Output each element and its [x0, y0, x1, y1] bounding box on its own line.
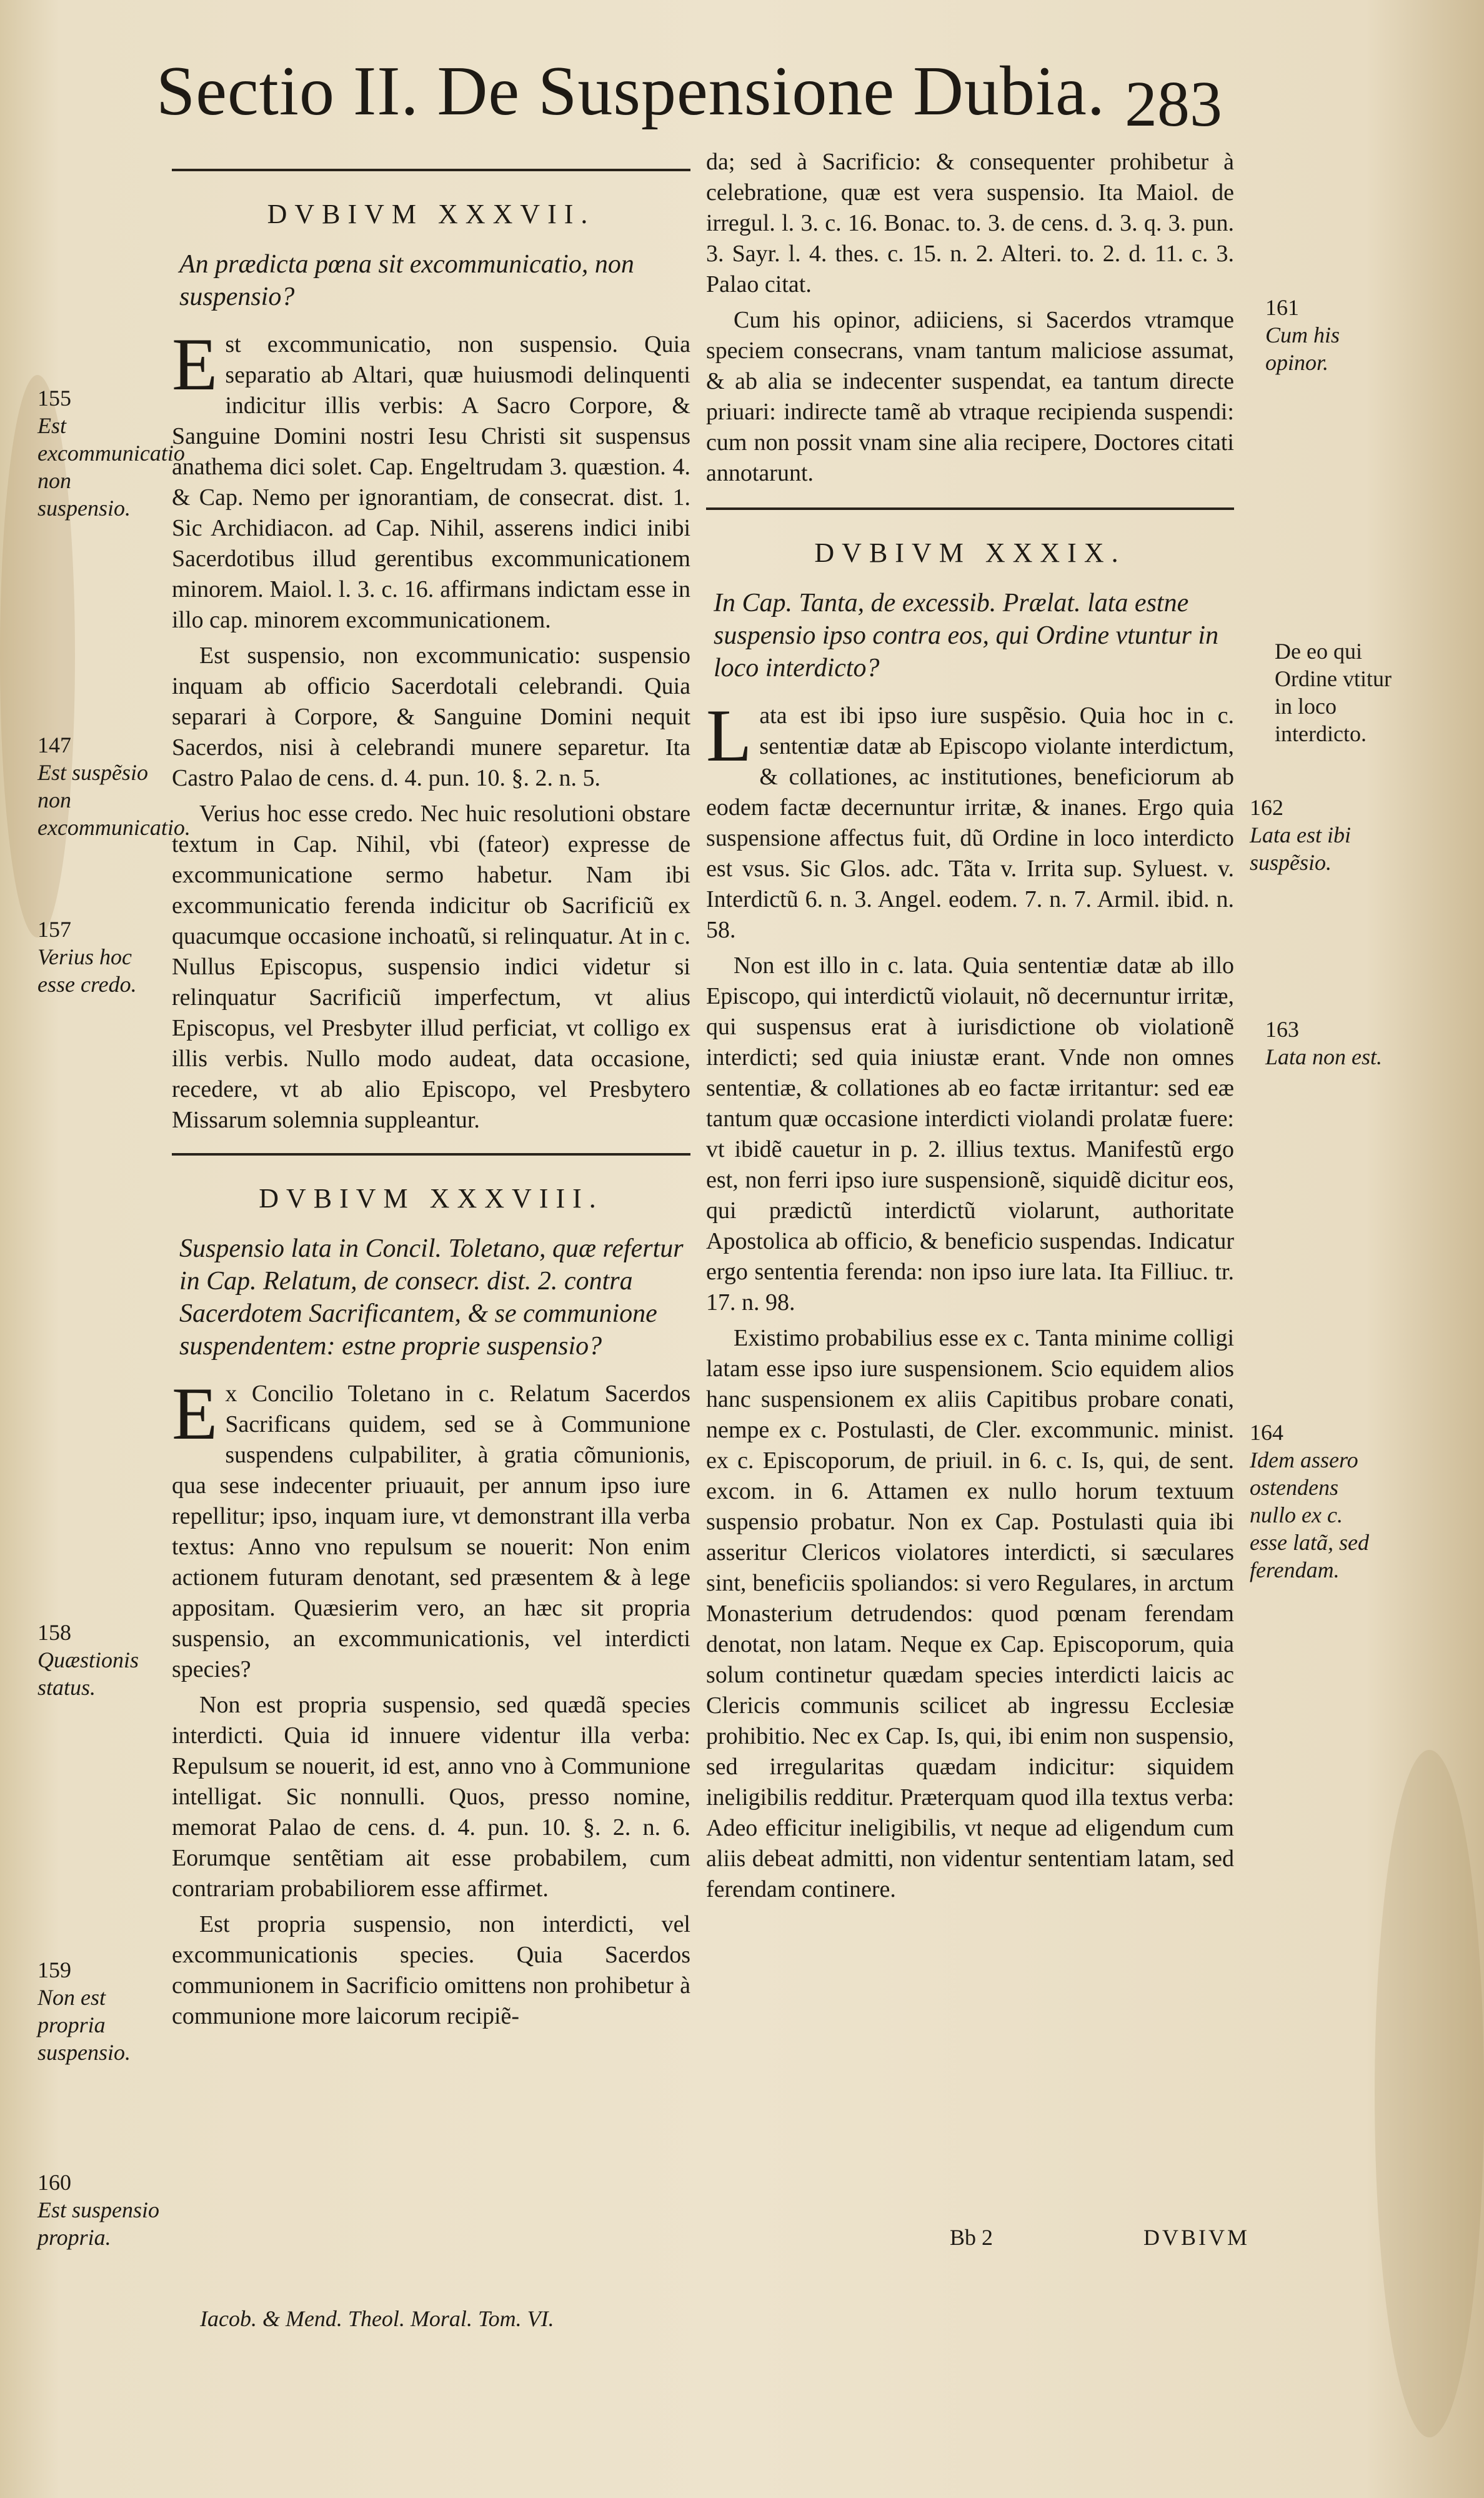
- margin-number: 147: [37, 732, 71, 757]
- margin-number: 161: [1265, 295, 1299, 320]
- dubium-question: An prædicta pœna sit excommunicatio, non suspensio?: [179, 250, 634, 311]
- page-number: 283: [1125, 68, 1222, 140]
- dubium-heading: DVBIVM XXXVIII.: [259, 1183, 604, 1214]
- margin-note-158: [37, 1619, 169, 1701]
- margin-number: 163: [1265, 1017, 1299, 1042]
- margin-text: Non est propria suspensio.: [37, 1985, 131, 2065]
- paragraph-158: [172, 1372, 690, 1685]
- section-rule: [172, 169, 690, 171]
- paragraph-text: x Concilio Toletano in c. Relatum Sacerdos Sacrificans quidem, sed se à Communione suspendens culpabiliter, à gratia cõmunionis, qua sese indecenter priuauit, per annum ipso iure repellitur; ipso, inquam iure, vt demonstrant illa verba textus: Anno vno repulsum se nouerit: Non enim actionem futuram denotant, sed præsentem & à lege appositam. Quæsierim vero, an hæc sit propria suspensio, an excommunicationis, vel interdicti species?: [172, 1381, 690, 1682]
- margin-number: 155: [37, 386, 71, 411]
- margin-note-147: [37, 731, 191, 841]
- margin-note-163: [1265, 1016, 1397, 1071]
- dubium-heading: DVBIVM XXXVII.: [267, 199, 595, 229]
- left-column: [172, 156, 690, 2037]
- margin-text: Lata est ibi suspẽsio.: [1250, 822, 1352, 875]
- dubium-question: Suspensio lata in Concil. Toletano, quæ refertur in Cap. Relatum, de consecr. dist. 2. contra Sacerdotem Sacrificantem, & se communione suspendentem: estne proprie suspensio?: [179, 1234, 684, 1361]
- margin-number: 158: [37, 1620, 71, 1645]
- catchword: DVBIVM: [1143, 2225, 1250, 2250]
- margin-note-159: [37, 1956, 169, 2066]
- drop-cap: E: [172, 322, 218, 406]
- margin-note-160: [37, 2169, 169, 2251]
- paragraph-155: [172, 322, 690, 636]
- footer-attribution: Iacob. & Mend. Theol. Moral. Tom. VI.: [200, 2306, 554, 2331]
- margin-text: Est suspensio propria.: [37, 2197, 160, 2250]
- paragraph-160-continued: da; sed à Sacrificio: & consequenter prohibetur à celebratione, quæ est vera suspensio. Ita Maiol. de irregul. l. 3. c. 16. Bonac. to. 3. de cens. d. 3. q. 3. pun. 3. Sayr. l. 4. thes. c. 15. n. 2. Alteri. to. 2. d. 11. c. 3. Palao citat.: [706, 149, 1234, 297]
- margin-text: De eo qui Ordine vtitur in loco interdicto.: [1275, 639, 1392, 746]
- paragraph-163: Non est illo in c. lata. Quia sententiæ datæ ab illo Episcopo, qui interdictũ violauit, nõ decernuntur irritæ, qui suspensus erat à iurisdictione ob violationẽ interdicti; sed quia iniustæ erant. Vnde non omnes sententiæ, & collationes ab eo factæ irritantur: sed eæ tantum quæ occasione interdicti violandi prolatæ fuere: vt ibidẽ cauetur in p. 2. illius textus. Manifestũ ergo est, non ferri ipso iure suspensionẽ, siquidẽ dicitur eos, qui prædictũ interdictũ violarunt, authoritate Apostolica ab officio, & beneficio suspendas. Indicatur ergo sententia ferenda: non ipso iure lata. Ita Filliuc. tr. 17. n. 98.: [706, 952, 1234, 1316]
- paragraph-text: st excommunicatio, non suspensio. Quia separatio ab Altari, quæ huiusmodi delinquenti indicitur illis verbis: A Sacro Corpore, & Sanguine Domini nostri Iesu Christi sit suspensus anathema dici solet. Cap. Engeltrudam 3. quæstion. 4. & Cap. Nemo per ignorantiam, de consecrat. dist. 1. Sic Archidiacon. ad Cap. Nihil, asserens indici inibi Sacerdotibus illud gerentibus excommunicationem minorem. Maiol. l. 3. c. 16. affirmans indictam esse in illo cap. minorem excommunicationem.: [172, 331, 690, 633]
- margin-text: Est suspẽsio non excommunicatio.: [37, 760, 191, 840]
- margin-text: Verius hoc esse credo.: [37, 944, 137, 997]
- paragraph-164: Existimo probabilius esse ex c. Tanta minime colligi latam esse ipso iure suspensionem. Scio equidem alios hanc suspensionem ex aliis Capitibus probare conati, nempe ex c. Postulasti, de Cler. excommunic. minist. ex c. Episcoporum, de priuil. in 6. c. Is, qui, de sent. excom. in 6. Attamen ex nullo horum textuum suspensio probatur. Non ex Cap. Postulasti quia ibi asseritur Clericos violatores interdicti, si sæculares sint, beneficiis spoliandos: si vero Regulares, in arctum Monasterium detrudendos: quod pœnam ferendam denotat, non latam. Neque ex Cap. Episcoporum, quia solum continetur quædam species interdicti laicis ac Clericis communis scilicet ab ingressu Ecclesiæ prohibitio. Nec ex Cap. Is, qui, ibi enim non suspensio, sed irregularitas quædam indicitur: siquidem ineligibilis redditur. Præterquam quod illa textus verba: Adeo efficitur ineligibilis, vt neque ad eligendum cum aliis debeat admitti, non videntur sententiam latam, sed ferendam continere.: [706, 1325, 1234, 1902]
- section-rule: [172, 1153, 690, 1156]
- margin-text: Idem assero ostendens nullo ex c. esse latã, sed ferendam.: [1250, 1447, 1369, 1582]
- margin-note-157: [37, 916, 169, 998]
- dubium-heading: DVBIVM XXXIX.: [814, 537, 1126, 568]
- margin-number: 159: [37, 1957, 71, 1982]
- signature-mark: Bb 2: [950, 2225, 993, 2250]
- running-head: Sectio II. De Suspensione Dubia.: [156, 52, 1105, 130]
- paragraph-160: Est propria suspensio, non interdicti, vel excommunicationis species. Quia Sacerdos communionem in Sacrificio omittens non prohibetur à communione more laicorum recipiẽ-: [172, 1911, 690, 2029]
- paragraph-159: Non est propria suspensio, sed quædã species interdicti. Quia id innuere videntur illa verba: Repulsum se nouerit, id est, anno vno à Communione intelligat. Sic nonnulli. Quos, presso nomine, memorat Palao de cens. d. 4. pun. 10. §. 2. n. 6. Eorumque sentẽtiam ait esse probabilem, cum contrariam probabiliorem esse affirmet.: [172, 1692, 690, 1902]
- margin-note-de-eo: [1275, 637, 1406, 747]
- paragraph-157: Verius hoc esse credo. Nec huic resolutioni obstare textum in Cap. Nihil, vbi (fateor) expresse de excommunicatione sermo habetur. Nam ibi excommunicatio ferenda indicitur ob Sacrificiũ ex quacumque occasione inchoatũ, si relinquatur. At in c. Nullus Episcopus, suspensio indici videtur si relinquatur Sacrificiũ imperfectum, vt alius Episcopus, vel Presbyter illud perficiat, vt colligo ex illis verbis. Nullo modo audeat, data occasione, recedere, vt ab alio Episcopo, vel Presbytero Missarum solemnia suppleantur.: [172, 801, 690, 1133]
- margin-text: Lata non est.: [1265, 1044, 1383, 1069]
- drop-cap: E: [172, 1372, 218, 1455]
- margin-note-162: [1250, 794, 1381, 876]
- paragraph-162: [706, 694, 1234, 946]
- margin-number: 164: [1250, 1420, 1283, 1445]
- margin-note-164: [1250, 1419, 1381, 1584]
- margin-number: 157: [37, 917, 71, 942]
- margin-text: Cum his opinor.: [1265, 322, 1340, 375]
- margin-number: 162: [1250, 795, 1283, 820]
- margin-note-155: [37, 384, 185, 522]
- paper-stain: [1375, 1750, 1484, 2437]
- paragraph-text: ata est ibi ipso iure suspẽsio. Quia hoc in c. sententiæ datæ ab Episcopo violante interdictum, & collationes, ac institutiones, beneficiorum ab eodem factæ decernuntur irritæ, & inanes. Ergo quia suspensione affectus fuit, dũ Ordine in loco interdicto est vsus. Sic Glos. adc. Tãta v. Irrita sup. Syluest. v. Interdictũ 6. n. 3. Angel. eodem. 7. n. 7. Armil. ibid. n. 58.: [706, 702, 1234, 943]
- paragraph-147: Est suspensio, non excommunicatio: suspensio inquam ab officio Sacerdotali celebrandi. Quia separari à Corpore, & Sanguine Domini nequit Sacerdos, nisi à celebrandi munere separetur. Ita Castro Palao de cens. d. 4. pun. 10. §. 2. n. 5.: [172, 642, 690, 791]
- margin-number: 160: [37, 2170, 71, 2195]
- section-rule: [706, 507, 1234, 510]
- margin-note-161: [1265, 294, 1397, 376]
- dubium-question: In Cap. Tanta, de excessib. Prælat. lata estne suspensio ipso contra eos, qui Ordine vtuntur in loco interdicto?: [714, 589, 1219, 682]
- margin-text: Quæstionis status.: [37, 1647, 139, 1700]
- margin-text: Est excommunicatio non suspensio.: [37, 413, 185, 521]
- paragraph-161: Cum his opinor, adiiciens, si Sacerdos vtramque speciem consecrans, vnam tantum maliciose assumat, & ab alia se indecenter suspendat, ea tantum directe priuari: indirecte tamẽ ab vtraque recipienda suspendi: cum non possit vnam sine alia recipere, Doctores citati annotarunt.: [706, 307, 1234, 486]
- right-column: [706, 147, 1234, 1910]
- drop-cap: L: [706, 694, 752, 777]
